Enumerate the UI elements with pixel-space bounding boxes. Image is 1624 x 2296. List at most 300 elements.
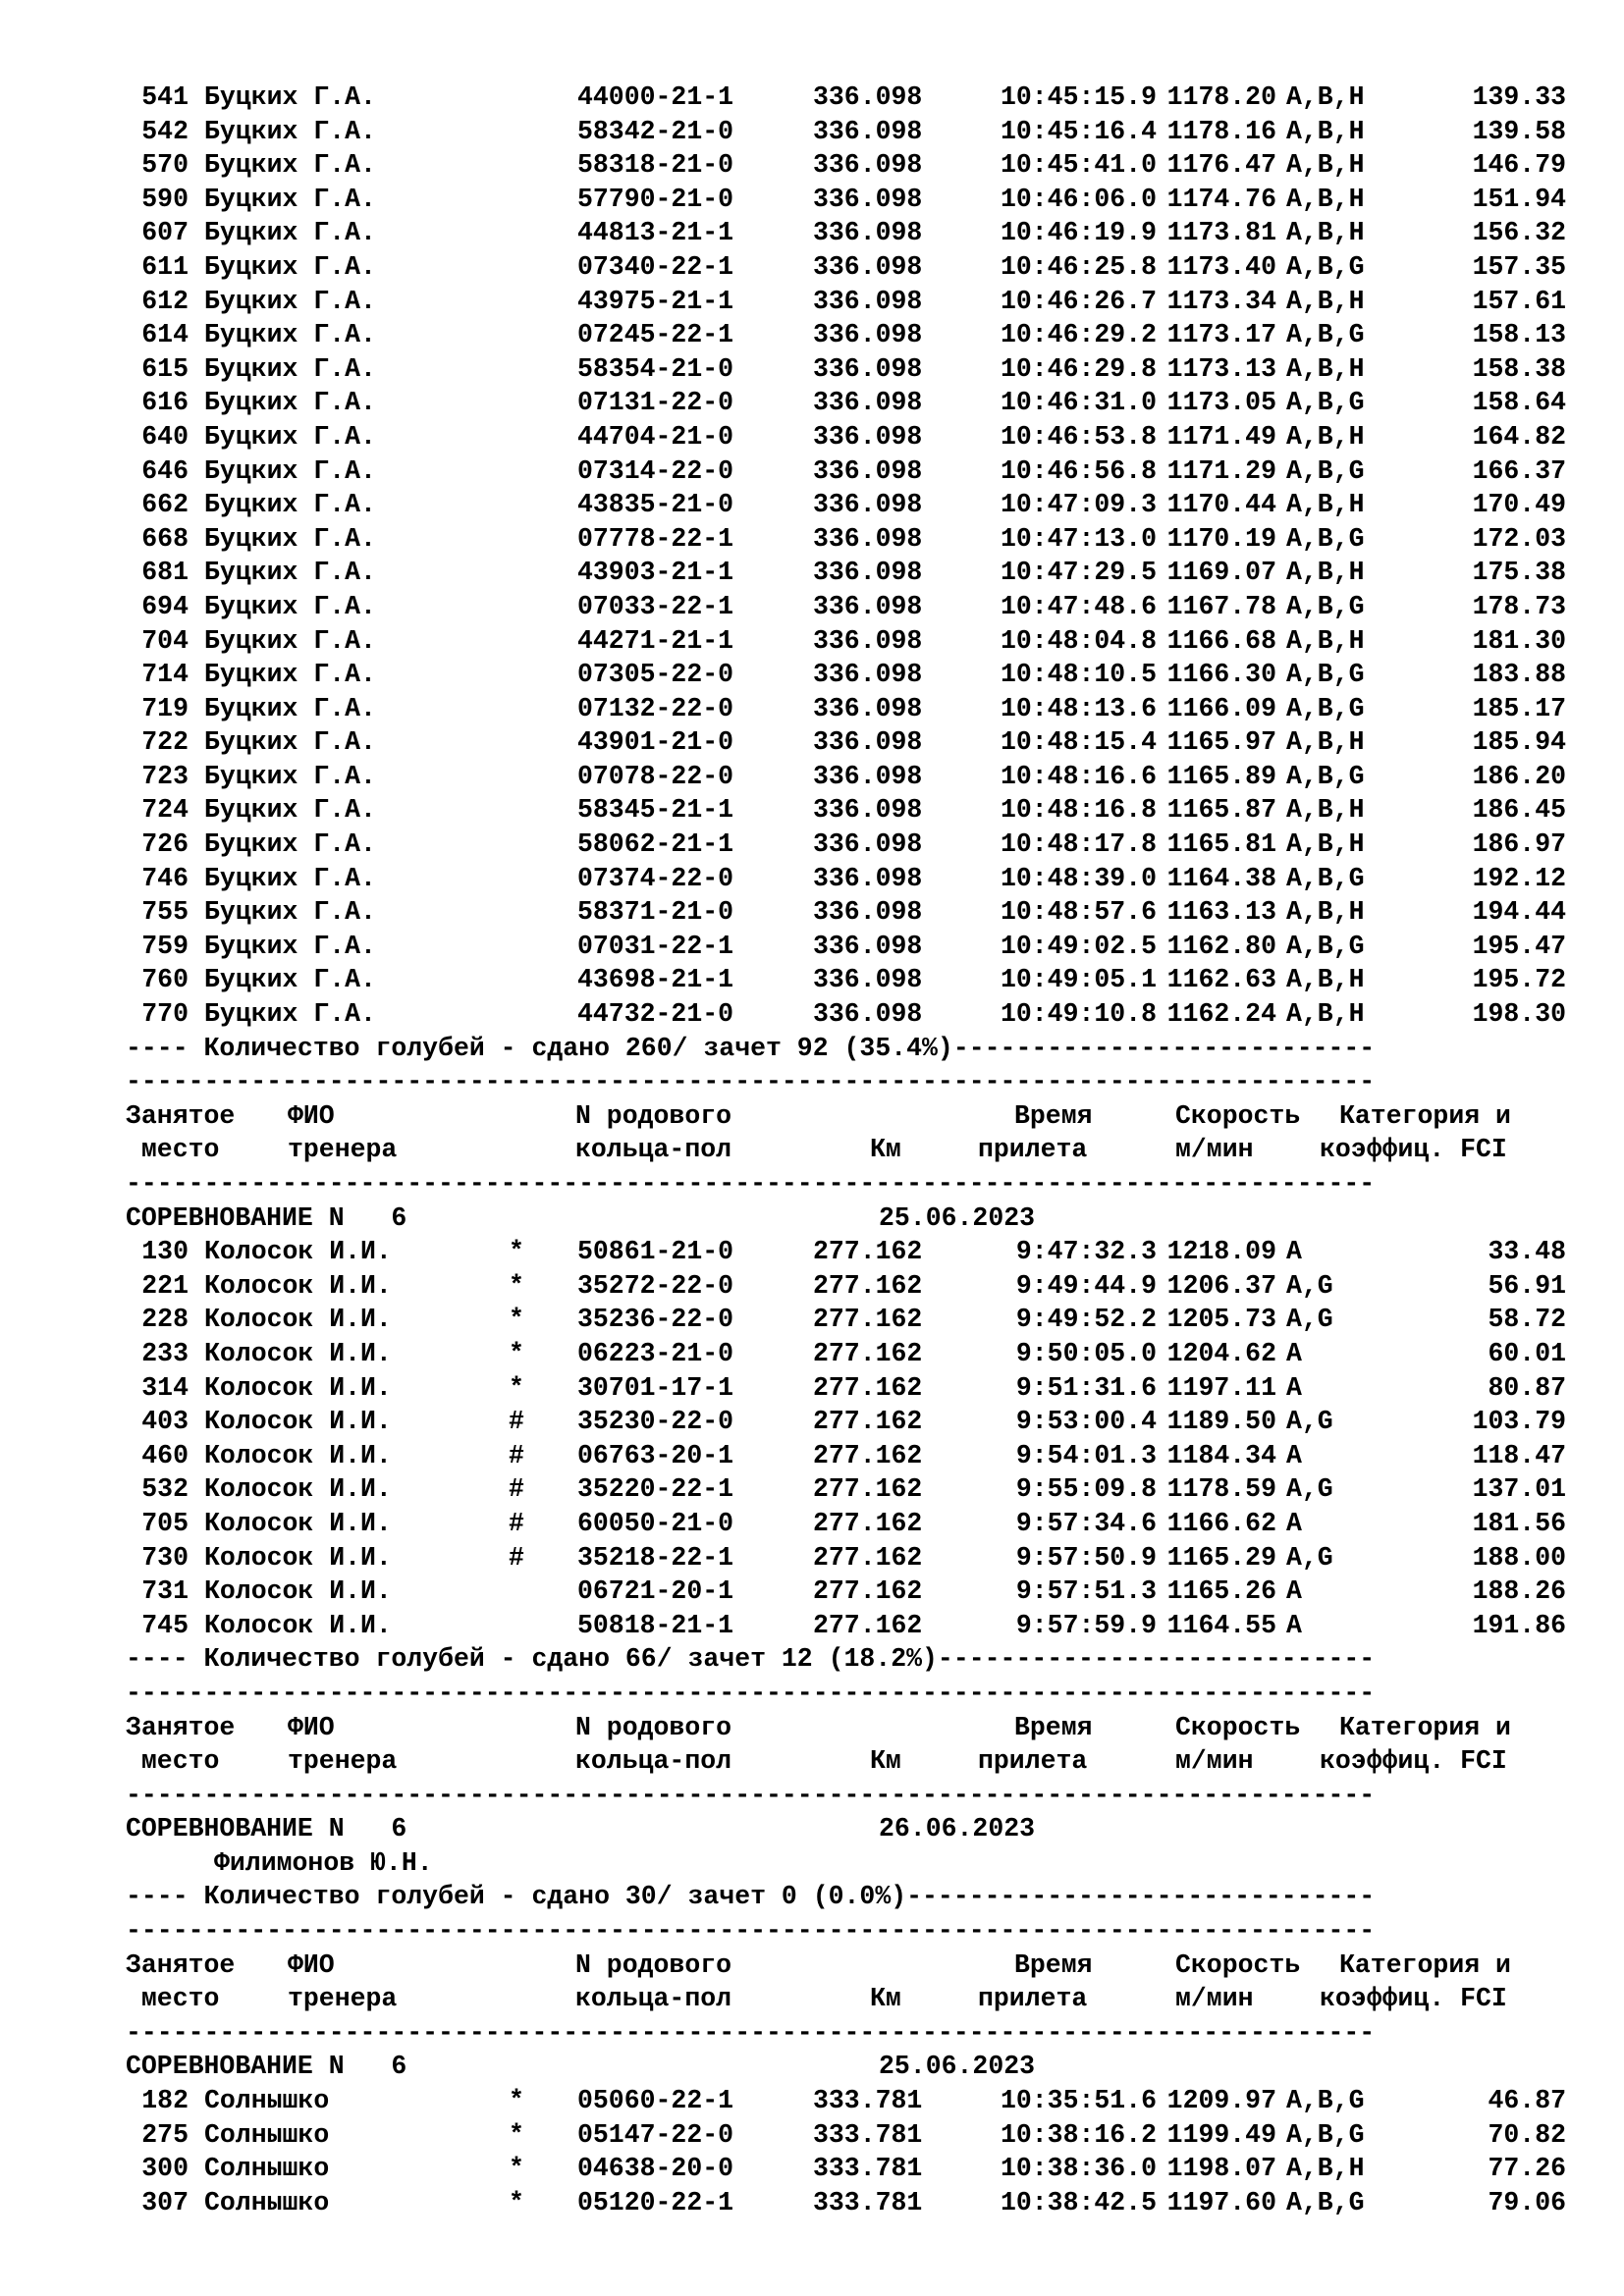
table-row [126, 1235, 1587, 1269]
fci-coefficient: 70.82 [1488, 2119, 1566, 2150]
fci-coefficient: 103.79 [1472, 1407, 1566, 1437]
speed: 1198.07 [1166, 2154, 1276, 2184]
distance-km: 333.781 [813, 2086, 923, 2116]
trainer-name: Колосок И.И. [204, 1576, 392, 1607]
distance-km: 277.162 [813, 1576, 923, 1607]
header-line-1 [126, 1711, 1587, 1745]
place: 614 [141, 320, 189, 350]
place: 770 [141, 999, 189, 1030]
category: A,B,G [1286, 320, 1365, 350]
place: 607 [141, 218, 189, 248]
ring-number: 44000-21-1 [577, 82, 734, 112]
ring-number: 50818-21-1 [577, 1610, 734, 1640]
place: 300 [141, 2154, 189, 2184]
place: 275 [141, 2119, 189, 2150]
table-row [126, 250, 1587, 285]
fci-coefficient: 188.00 [1472, 1542, 1566, 1573]
col-header-category: Категория и [1339, 1712, 1511, 1742]
fci-coefficient: 79.06 [1488, 2187, 1566, 2217]
fci-coefficient: 172.03 [1472, 523, 1566, 554]
speed: 1173.40 [1166, 251, 1276, 282]
table-row [126, 1472, 1587, 1507]
arrival-time: 9:57:51.3 [1015, 1576, 1157, 1607]
table-row [126, 658, 1587, 692]
place: 704 [141, 625, 189, 656]
category: A,G [1286, 1407, 1333, 1437]
col-header-name-2: тренера [288, 1984, 398, 2014]
trainer-name: Буцких Г.А. [204, 388, 376, 418]
arrival-time: 10:45:16.4 [1000, 116, 1157, 146]
speed: 1218.09 [1166, 1237, 1276, 1267]
category: A,B,G [1286, 660, 1365, 690]
category: A [1286, 1576, 1302, 1607]
table-row [126, 930, 1587, 964]
speed: 1163.13 [1166, 897, 1276, 928]
trainer-name: Буцких Г.А. [204, 150, 376, 181]
mark: * [509, 2086, 524, 2116]
fci-coefficient: 194.44 [1472, 897, 1566, 928]
distance-km: 336.098 [813, 490, 923, 520]
arrival-time: 10:46:26.7 [1000, 286, 1157, 316]
ring-number: 44271-21-1 [577, 625, 734, 656]
arrival-time: 9:49:44.9 [1015, 1270, 1157, 1301]
col-header-fci: коэффиц. FCI [1320, 1984, 1507, 2014]
col-header-speed: Скорость [1175, 1949, 1301, 1980]
category: A,B,H [1286, 829, 1365, 860]
competition-title-4 [126, 2050, 1587, 2084]
ring-number: 60050-21-0 [577, 1508, 734, 1538]
category: A,B,H [1286, 795, 1365, 826]
table-row [126, 963, 1587, 997]
summary-line-1: ---- Количество голубей - сдано 260/ зачет 92 (35.4%)--------------------------- [126, 1033, 1376, 1063]
col-header-ring: N родового [575, 1949, 732, 1980]
col-header-speed-2: м/мин [1175, 1984, 1254, 2014]
trainer-name: Буцких Г.А. [204, 251, 376, 282]
speed: 1162.63 [1166, 965, 1276, 995]
table-row [126, 1609, 1587, 1643]
trainer-name: Буцких Г.А. [204, 727, 376, 758]
ring-number: 43698-21-1 [577, 965, 734, 995]
trainer-name: Буцких Г.А. [204, 82, 376, 112]
speed: 1197.11 [1166, 1372, 1276, 1403]
mark: * [509, 2119, 524, 2150]
table-row [126, 1405, 1587, 1439]
table-row [126, 556, 1587, 590]
arrival-time: 10:48:39.0 [1000, 863, 1157, 893]
ring-number: 07132-22-0 [577, 693, 734, 723]
category: A,B,G [1286, 693, 1365, 723]
fci-coefficient: 118.47 [1472, 1440, 1566, 1470]
fci-coefficient: 137.01 [1472, 1474, 1566, 1505]
ring-number: 44704-21-0 [577, 421, 734, 452]
trainer-name: Буцких Г.А. [204, 591, 376, 621]
fci-coefficient: 183.88 [1472, 660, 1566, 690]
speed: 1189.50 [1166, 1407, 1276, 1437]
table-row [126, 793, 1587, 828]
category: A [1286, 1508, 1302, 1538]
col-header-place: Занятое [126, 1100, 236, 1131]
header-rule: -------------------------------------------------------------------------------- [126, 1678, 1376, 1708]
fci-coefficient: 158.64 [1472, 388, 1566, 418]
arrival-time: 10:49:10.8 [1000, 999, 1157, 1030]
table-row [126, 760, 1587, 794]
fci-coefficient: 186.20 [1472, 761, 1566, 791]
place: 724 [141, 795, 189, 826]
ring-number: 07131-22-0 [577, 388, 734, 418]
fci-coefficient: 198.30 [1472, 999, 1566, 1030]
col-header-name: ФИО [288, 1712, 335, 1742]
arrival-time: 9:47:32.3 [1015, 1237, 1157, 1267]
header-rule: -------------------------------------------------------------------------------- [126, 1916, 1376, 1947]
section-4-rows [126, 2084, 1587, 2219]
summary-line-2: ---- Количество голубей - сдано 66/ зачет 12 (18.2%)---------------------------- [126, 1644, 1376, 1675]
fci-coefficient: 170.49 [1472, 490, 1566, 520]
category: A,B,G [1286, 931, 1365, 961]
fci-coefficient: 146.79 [1472, 150, 1566, 181]
col-header-name: ФИО [288, 1100, 335, 1131]
col-header-fci: коэффиц. FCI [1320, 1746, 1507, 1777]
col-header-speed-2: м/мин [1175, 1746, 1254, 1777]
fci-coefficient: 80.87 [1488, 1372, 1566, 1403]
place: 182 [141, 2086, 189, 2116]
place: 714 [141, 660, 189, 690]
fci-coefficient: 151.94 [1472, 184, 1566, 214]
col-header-place-2: место [126, 1746, 220, 1777]
trainer-name: Буцких Г.А. [204, 999, 376, 1030]
arrival-time: 10:49:02.5 [1000, 931, 1157, 961]
competition-date: 26.06.2023 [879, 1814, 1036, 1844]
table-row [126, 2118, 1587, 2153]
speed: 1199.49 [1166, 2119, 1276, 2150]
col-header-speed: Скорость [1175, 1712, 1301, 1742]
distance-km: 336.098 [813, 218, 923, 248]
place: 722 [141, 727, 189, 758]
fci-coefficient: 164.82 [1472, 421, 1566, 452]
speed: 1173.17 [1166, 320, 1276, 350]
arrival-time: 10:46:56.8 [1000, 455, 1157, 486]
arrival-time: 10:45:41.0 [1000, 150, 1157, 181]
category: A,B,G [1286, 863, 1365, 893]
place: 541 [141, 82, 189, 112]
trainer-name: Буцких Г.А. [204, 761, 376, 791]
distance-km: 277.162 [813, 1508, 923, 1538]
header-rule: -------------------------------------------------------------------------------- [126, 1780, 1376, 1810]
arrival-time: 10:47:09.3 [1000, 490, 1157, 520]
competition-label: СОРЕВНОВАНИЕ N 6 [126, 1814, 407, 1844]
section-1-rows [126, 80, 1587, 1032]
table-header-3 [126, 1914, 1587, 2050]
distance-km: 336.098 [813, 116, 923, 146]
place: 307 [141, 2187, 189, 2217]
table-row [126, 725, 1587, 760]
place: 615 [141, 353, 189, 384]
place: 694 [141, 591, 189, 621]
ring-number: 35230-22-0 [577, 1407, 734, 1437]
table-row [126, 454, 1587, 489]
category: A,B,H [1286, 2154, 1365, 2184]
trainer-name: Колосок И.И. [204, 1305, 392, 1335]
speed: 1184.34 [1166, 1440, 1276, 1470]
category: A,B,G [1286, 761, 1365, 791]
speed: 1164.55 [1166, 1610, 1276, 1640]
speed: 1166.09 [1166, 693, 1276, 723]
ring-number: 04638-20-0 [577, 2154, 734, 2184]
competition-label: СОРЕВНОВАНИЕ N 6 [126, 2052, 407, 2082]
arrival-time: 10:48:17.8 [1000, 829, 1157, 860]
fci-coefficient: 192.12 [1472, 863, 1566, 893]
trainer-name: Буцких Г.А. [204, 490, 376, 520]
category: A [1286, 1372, 1302, 1403]
ring-number: 30701-17-1 [577, 1372, 734, 1403]
trainer-name: Буцких Г.А. [204, 558, 376, 588]
fci-coefficient: 158.38 [1472, 353, 1566, 384]
arrival-time: 10:47:13.0 [1000, 523, 1157, 554]
distance-km: 336.098 [813, 455, 923, 486]
table-row [126, 115, 1587, 149]
ring-number: 50861-21-0 [577, 1237, 734, 1267]
distance-km: 333.781 [813, 2187, 923, 2217]
speed: 1166.30 [1166, 660, 1276, 690]
arrival-time: 10:46:53.8 [1000, 421, 1157, 452]
ring-number: 06721-20-1 [577, 1576, 734, 1607]
fci-coefficient: 188.26 [1472, 1576, 1566, 1607]
place: 760 [141, 965, 189, 995]
arrival-time: 9:55:09.8 [1015, 1474, 1157, 1505]
trainer-name: Колосок И.И. [204, 1474, 392, 1505]
distance-km: 336.098 [813, 761, 923, 791]
fci-coefficient: 181.56 [1472, 1508, 1566, 1538]
table-row [126, 386, 1587, 420]
arrival-time: 10:48:13.6 [1000, 693, 1157, 723]
trainer-name: Колосок И.И. [204, 1372, 392, 1403]
arrival-time: 10:48:15.4 [1000, 727, 1157, 758]
category: A [1286, 1440, 1302, 1470]
ring-number: 58342-21-0 [577, 116, 734, 146]
place: 745 [141, 1610, 189, 1640]
ring-number: 44732-21-0 [577, 999, 734, 1030]
distance-km: 277.162 [813, 1270, 923, 1301]
category: A,B,G [1286, 2119, 1365, 2150]
trainer-name: Буцких Г.А. [204, 693, 376, 723]
place: 616 [141, 388, 189, 418]
ring-number: 07245-22-1 [577, 320, 734, 350]
table-row [126, 2186, 1587, 2220]
arrival-time: 9:51:31.6 [1015, 1372, 1157, 1403]
col-header-speed-2: м/мин [1175, 1135, 1254, 1165]
header-rule: -------------------------------------------------------------------------------- [126, 1169, 1376, 1199]
speed: 1166.62 [1166, 1508, 1276, 1538]
speed: 1165.29 [1166, 1542, 1276, 1573]
ring-number: 43901-21-0 [577, 727, 734, 758]
speed: 1178.59 [1166, 1474, 1276, 1505]
place: 705 [141, 1508, 189, 1538]
place: 755 [141, 897, 189, 928]
header-rule: -------------------------------------------------------------------------------- [126, 1067, 1376, 1097]
arrival-time: 10:48:16.6 [1000, 761, 1157, 791]
category: A,G [1286, 1305, 1333, 1335]
place: 731 [141, 1576, 189, 1607]
category: A,B,G [1286, 251, 1365, 282]
speed: 1209.97 [1166, 2086, 1276, 2116]
table-row [126, 183, 1587, 217]
category: A,B,H [1286, 625, 1365, 656]
table-row [126, 1303, 1587, 1337]
arrival-time: 10:45:15.9 [1000, 82, 1157, 112]
col-header-speed: Скорость [1175, 1100, 1301, 1131]
trainer-name: Буцких Г.А. [204, 660, 376, 690]
col-header-category: Категория и [1339, 1949, 1511, 1980]
arrival-time: 10:35:51.6 [1000, 2086, 1157, 2116]
distance-km: 336.098 [813, 931, 923, 961]
arrival-time: 10:46:29.8 [1000, 353, 1157, 384]
distance-km: 277.162 [813, 1542, 923, 1573]
ring-number: 05120-22-1 [577, 2187, 734, 2217]
place: 532 [141, 1474, 189, 1505]
trainer-name: Буцких Г.А. [204, 184, 376, 214]
distance-km: 336.098 [813, 795, 923, 826]
place: 640 [141, 421, 189, 452]
distance-km: 336.098 [813, 863, 923, 893]
col-header-fci: коэффиц. FCI [1320, 1135, 1507, 1165]
table-row [126, 420, 1587, 454]
fci-coefficient: 56.91 [1488, 1270, 1566, 1301]
category: A,B,H [1286, 218, 1365, 248]
place: 668 [141, 523, 189, 554]
ring-number: 35218-22-1 [577, 1542, 734, 1573]
trainer-name: Буцких Г.А. [204, 523, 376, 554]
speed: 1174.76 [1166, 184, 1276, 214]
category: A,B,H [1286, 150, 1365, 181]
category: A,B,G [1286, 523, 1365, 554]
arrival-time: 10:38:16.2 [1000, 2119, 1157, 2150]
distance-km: 336.098 [813, 523, 923, 554]
speed: 1165.89 [1166, 761, 1276, 791]
ring-number: 58318-21-0 [577, 150, 734, 181]
speed: 1173.13 [1166, 353, 1276, 384]
fci-coefficient: 186.45 [1472, 795, 1566, 826]
speed: 1173.05 [1166, 388, 1276, 418]
ring-number: 07314-22-0 [577, 455, 734, 486]
col-header-time-2: прилета [978, 1135, 1088, 1165]
mark: * [509, 2154, 524, 2184]
col-header-ring: N родового [575, 1100, 732, 1131]
place: 460 [141, 1440, 189, 1470]
speed: 1173.34 [1166, 286, 1276, 316]
fci-coefficient: 181.30 [1472, 625, 1566, 656]
distance-km: 336.098 [813, 82, 923, 112]
table-header-2 [126, 1677, 1587, 1812]
place: 590 [141, 184, 189, 214]
arrival-time: 9:50:05.0 [1015, 1338, 1157, 1368]
category: A,G [1286, 1270, 1333, 1301]
table-row [126, 522, 1587, 557]
table-row [126, 1439, 1587, 1473]
col-header-ring-2: кольца-пол [575, 1135, 732, 1165]
table-row [126, 997, 1587, 1032]
header-line-2 [126, 1133, 1587, 1167]
place: 646 [141, 455, 189, 486]
fci-coefficient: 158.13 [1472, 320, 1566, 350]
arrival-time: 10:46:06.0 [1000, 184, 1157, 214]
ring-number: 58354-21-0 [577, 353, 734, 384]
fci-coefficient: 185.17 [1472, 693, 1566, 723]
place: 759 [141, 931, 189, 961]
distance-km: 277.162 [813, 1372, 923, 1403]
place: 746 [141, 863, 189, 893]
ring-number: 57790-21-0 [577, 184, 734, 214]
trainer-name: Буцких Г.А. [204, 455, 376, 486]
trainer-name: Колосок И.И. [204, 1508, 392, 1538]
trainer-name: Буцких Г.А. [204, 353, 376, 384]
distance-km: 336.098 [813, 591, 923, 621]
arrival-time: 10:49:05.1 [1000, 965, 1157, 995]
speed: 1171.29 [1166, 455, 1276, 486]
place: 662 [141, 490, 189, 520]
ring-number: 35272-22-0 [577, 1270, 734, 1301]
trainer-name: Буцких Г.А. [204, 965, 376, 995]
speed: 1176.47 [1166, 150, 1276, 181]
header-line-1 [126, 1099, 1587, 1134]
trainer-name: Колосок И.И. [204, 1237, 392, 1267]
place: 570 [141, 150, 189, 181]
ring-number: 07305-22-0 [577, 660, 734, 690]
ring-number: 58345-21-1 [577, 795, 734, 826]
speed: 1205.73 [1166, 1305, 1276, 1335]
ring-number: 07031-22-1 [577, 931, 734, 961]
header-line-2 [126, 1744, 1587, 1779]
arrival-time: 10:47:48.6 [1000, 591, 1157, 621]
col-header-place-2: место [126, 1135, 220, 1165]
ring-number: 35236-22-0 [577, 1305, 734, 1335]
ring-number: 07078-22-0 [577, 761, 734, 791]
speed: 1165.81 [1166, 829, 1276, 860]
distance-km: 336.098 [813, 999, 923, 1030]
trainer-name: Колосок И.И. [204, 1270, 392, 1301]
ring-number: 05147-22-0 [577, 2119, 734, 2150]
col-header-place: Занятое [126, 1712, 236, 1742]
col-header-time: Время [1014, 1100, 1093, 1131]
speed: 1164.38 [1166, 863, 1276, 893]
col-header-ring-2: кольца-пол [575, 1984, 732, 2014]
col-header-km: Км [870, 1135, 901, 1165]
place: 233 [141, 1338, 189, 1368]
category: A,B,H [1286, 965, 1365, 995]
ring-number: 07374-22-0 [577, 863, 734, 893]
arrival-time: 10:48:10.5 [1000, 660, 1157, 690]
fci-coefficient: 185.94 [1472, 727, 1566, 758]
distance-km: 277.162 [813, 1474, 923, 1505]
col-header-name-2: тренера [288, 1135, 398, 1165]
arrival-time: 10:46:25.8 [1000, 251, 1157, 282]
table-row [126, 148, 1587, 183]
mark: # [509, 1440, 524, 1470]
fci-coefficient: 195.47 [1472, 931, 1566, 961]
table-row [126, 895, 1587, 930]
col-header-place-2: место [126, 1984, 220, 2014]
distance-km: 336.098 [813, 897, 923, 928]
arrival-time: 10:46:29.2 [1000, 320, 1157, 350]
speed: 1178.20 [1166, 82, 1276, 112]
col-header-category: Категория и [1339, 1100, 1511, 1131]
trainer-name: Колосок И.И. [204, 1407, 392, 1437]
ring-number: 58371-21-0 [577, 897, 734, 928]
speed: 1167.78 [1166, 591, 1276, 621]
distance-km: 336.098 [813, 286, 923, 316]
category: A,G [1286, 1474, 1333, 1505]
table-row [126, 862, 1587, 896]
table-row [126, 2152, 1587, 2186]
category: A,B,G [1286, 2086, 1365, 2116]
